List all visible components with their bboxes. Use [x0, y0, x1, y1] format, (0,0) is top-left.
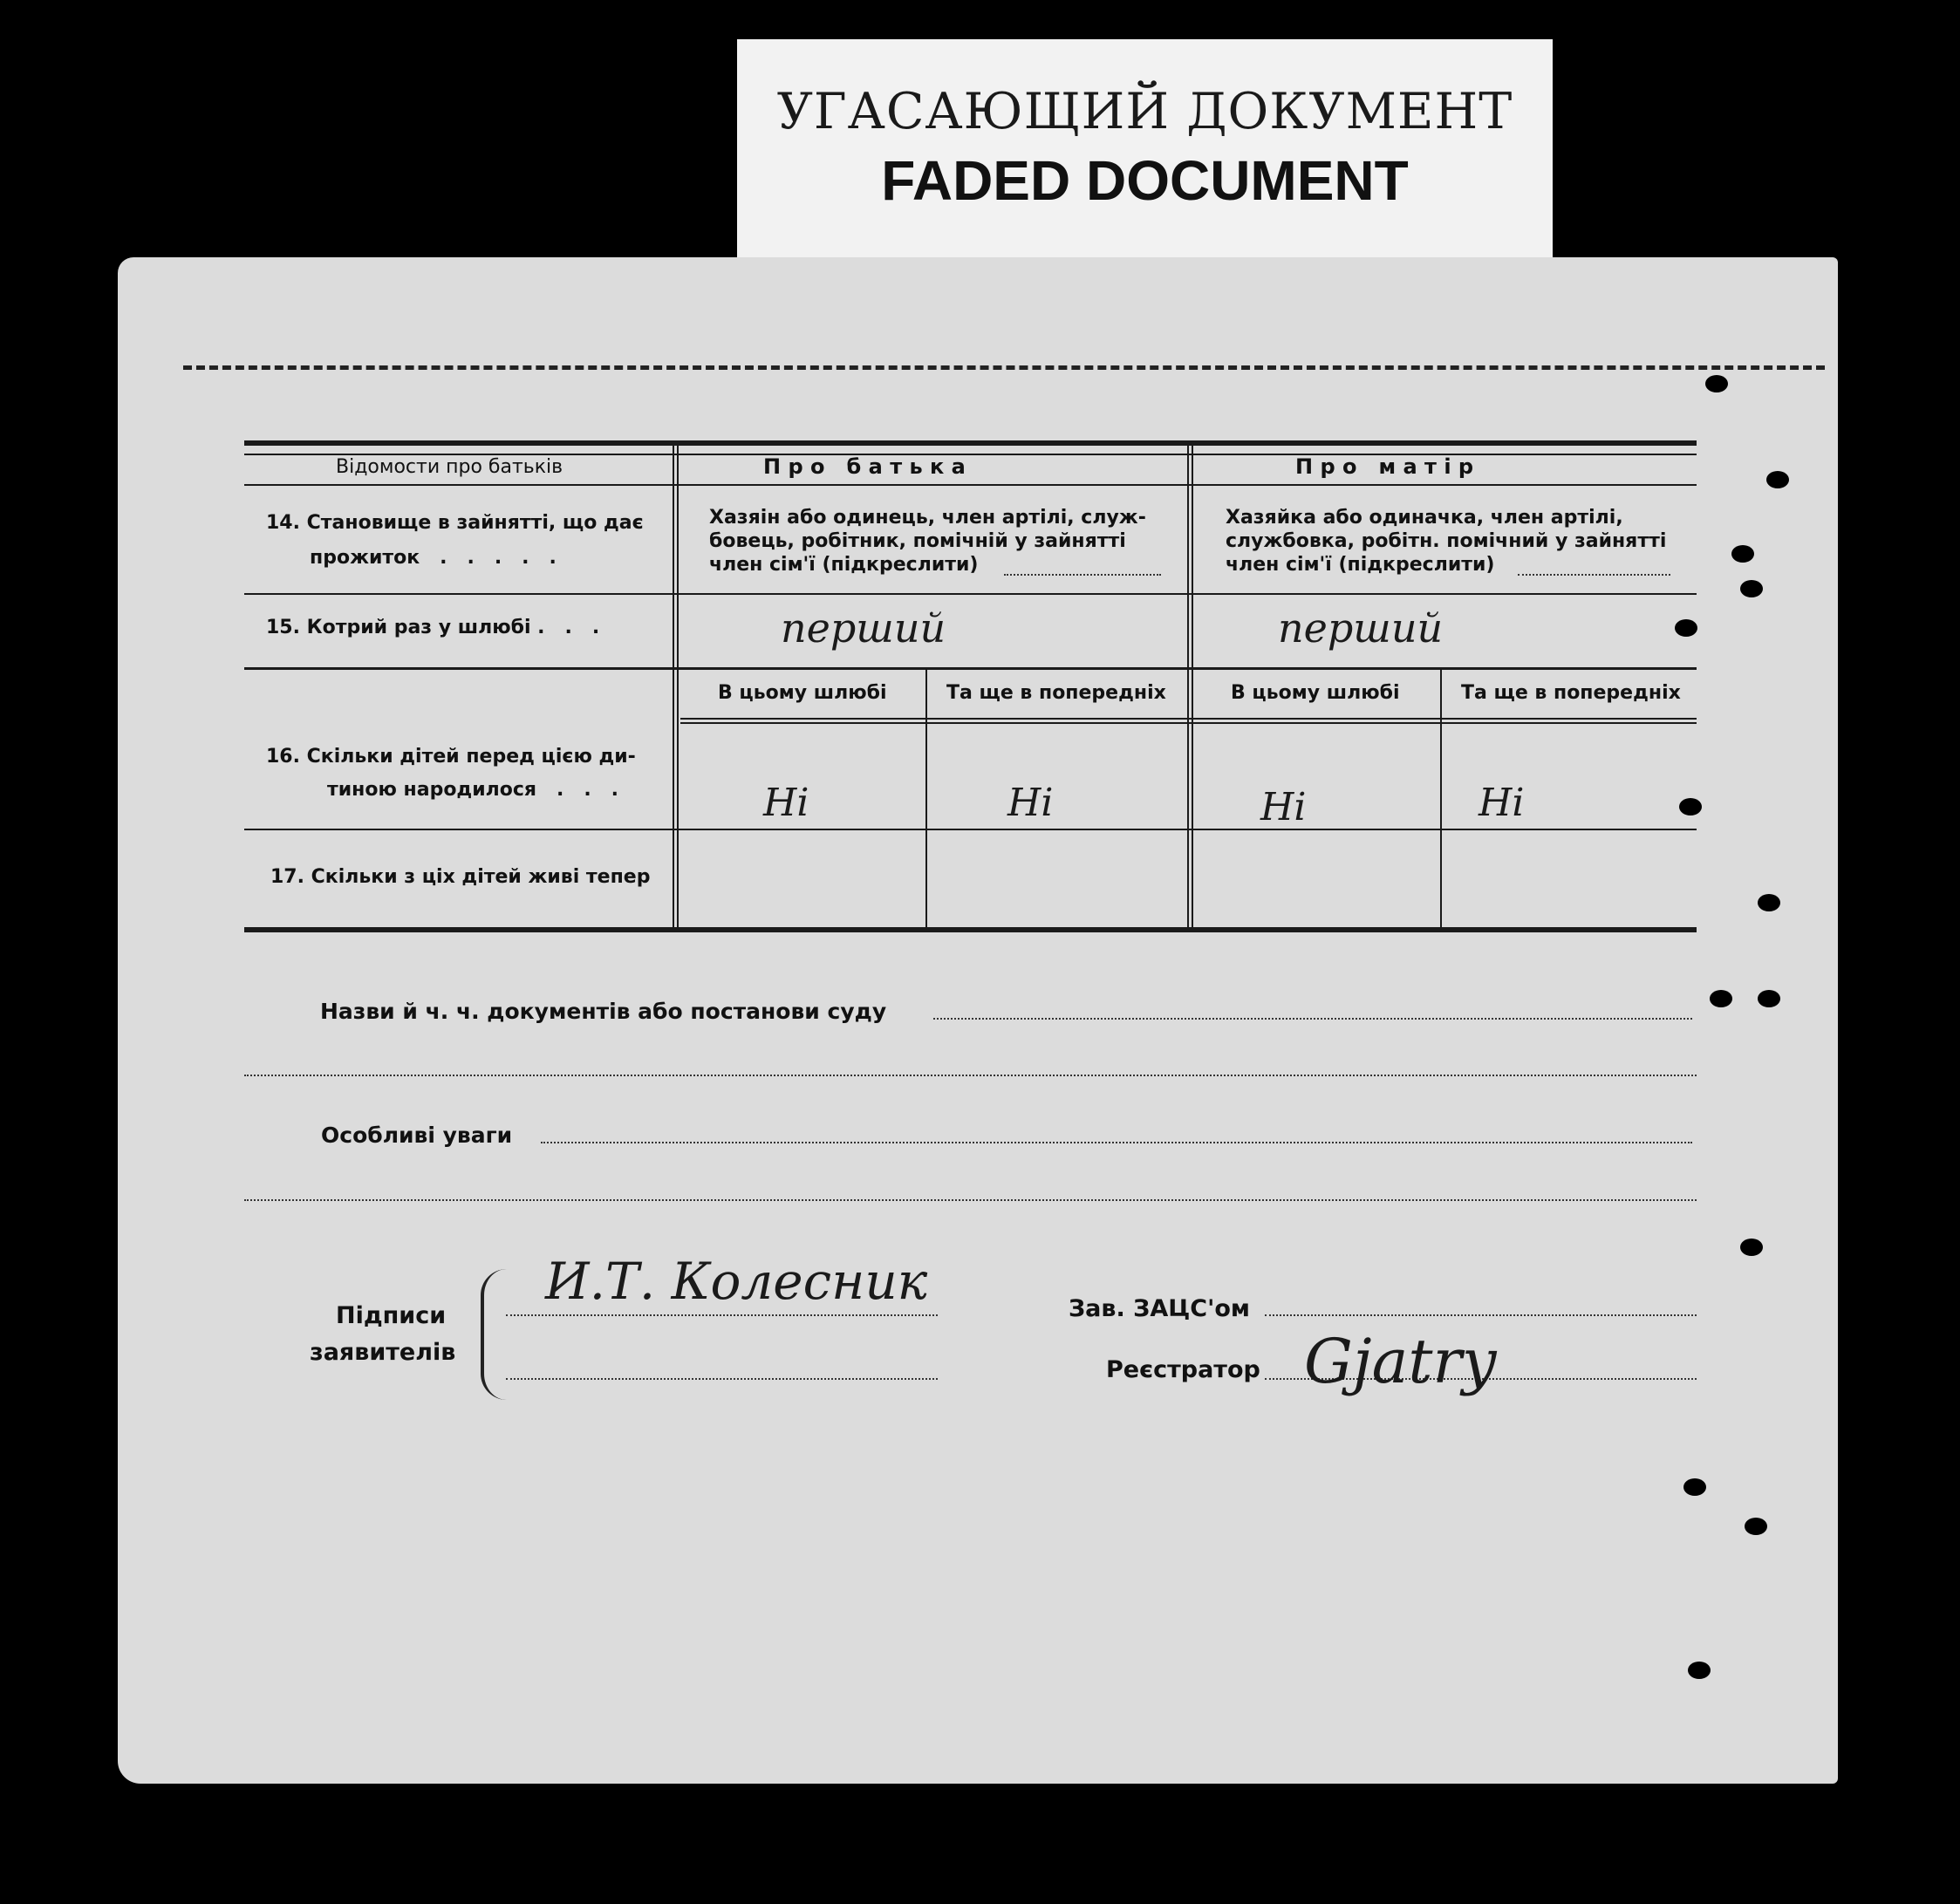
- row17-label: 17. Скільки з ціх дітей живі тепер: [270, 866, 651, 888]
- row15-label: 15. Котрий раз у шлюбі . . .: [266, 617, 600, 638]
- row14-father-line1: Хазяін або одинець, член артілі, служ-: [709, 507, 1146, 529]
- row14-mother-line3: член сім'ї (підкреслити): [1226, 554, 1495, 576]
- row16-father-this-value: Ні: [763, 781, 809, 825]
- row14-mother-line1: Хазяйка або одиначка, член артілі,: [1226, 507, 1623, 529]
- head-of-registry-label: Зав. ЗАЦС'ом: [1069, 1295, 1250, 1322]
- subheader-mother-this: В цьому шлюбі: [1231, 682, 1400, 704]
- applicant-signature-handwritten: И.Т. Колесник: [545, 1252, 928, 1311]
- row14-mother-line2: службовка, робітн. помічний у зайнятті: [1226, 530, 1667, 552]
- row15-mother-handwritten: перший: [1278, 604, 1444, 652]
- registrar-label: Реєстратор: [1106, 1356, 1260, 1383]
- row15-father-handwritten: перший: [781, 604, 946, 652]
- registrar-signature-handwritten: Gjatry: [1304, 1326, 1497, 1397]
- row16-mother-this-value: Ні: [1260, 785, 1307, 829]
- subheader-mother-prev: Та ще в попередніх: [1461, 682, 1681, 704]
- row14-father-line2: бовець, робітник, помічній у зайнятті: [709, 530, 1126, 552]
- row16-father-prev-value: Ні: [1007, 781, 1054, 825]
- applicants-signatures-label-line1: Підписи: [336, 1302, 447, 1329]
- applicants-signatures-label-line2: заявителів: [310, 1339, 456, 1366]
- row14-father-line3: член сім'ї (підкреслити): [709, 554, 979, 576]
- subheader-father-prev: Та ще в попередніх: [946, 682, 1166, 704]
- perforation-line: [183, 365, 1825, 370]
- header-parents-info: Відомости про батьків: [336, 456, 563, 478]
- documents-label: Назви й ч. ч. документів або постанови суду: [320, 999, 887, 1024]
- notes-label: Особливі уваги: [321, 1123, 513, 1148]
- subheader-father-this: В цьому шлюбі: [718, 682, 887, 704]
- header-mother: П р о м а т і р: [1295, 454, 1474, 479]
- stamp-line-russian: УГАСАЮЩИЙ ДОКУМЕНТ: [776, 83, 1513, 140]
- header-father: П р о б а т ь к а: [763, 454, 966, 479]
- faded-document-stamp: [737, 39, 1553, 257]
- row14-label-line2: прожиток . . . . .: [310, 547, 557, 569]
- row16-mother-prev-value: Ні: [1479, 781, 1525, 825]
- signature-brace: [481, 1269, 509, 1400]
- row14-label-line1: 14. Становище в зайнятті, що дає: [266, 512, 644, 534]
- form-sheet: [118, 257, 1838, 1784]
- stamp-line-english: FADED DOCUMENT: [881, 149, 1409, 212]
- row16-label-line1: 16. Скільки дітей перед цією ди-: [266, 746, 636, 768]
- row16-label-line2: тиною народилося . . .: [327, 779, 619, 801]
